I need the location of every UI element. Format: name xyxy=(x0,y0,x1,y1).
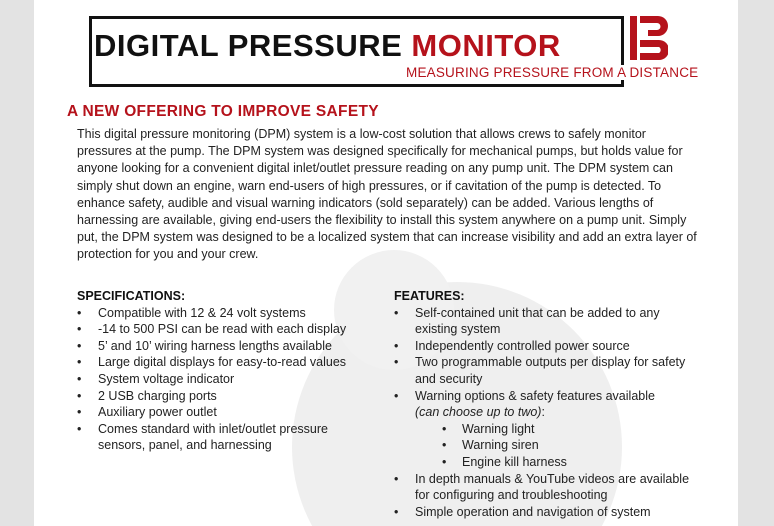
intro-paragraph: This digital pressure monitoring (DPM) system is a low-cost solution that allows crews to safely monitor pressures at the pump. The DPM system was designed specifically for mechanical pumps, but holds value for anyone looking for a convenient digital inlet/outlet pressure reading on any pump unit. The DPM system can simply shut down an engine, warn end-users of high pressures, or if cavitation of the pump is detected. To enhance safety, audible and visual warning indicators (sold separately) can be added. Various lengths of harnessing are available, giving end-users the flexibility to install this system anywhere on a pump unit. Simply put, the DPM system was designed to be a localized system that can increase visibility and add an extra layer of protection for you and your crew. xyxy=(77,127,697,262)
brand-logo-icon xyxy=(630,16,668,60)
list-item: • Self-contained unit that can be added to any existing system xyxy=(394,305,694,338)
list-item: • In depth manuals & YouTube videos are available for configuring and troubleshooting xyxy=(394,471,694,504)
list-item: • Simple operation and navigation of system xyxy=(394,504,694,521)
specifications-column xyxy=(77,288,377,454)
list-item-warning-options xyxy=(394,388,694,471)
features-heading: FEATURES: xyxy=(394,289,465,303)
list-item: • Compatible with 12 & 24 volt systems xyxy=(77,305,377,322)
warning-item-suffix: : xyxy=(541,405,545,420)
warning-item-note: (can choose up to two) xyxy=(415,405,542,420)
list-item: • Large digital displays for easy-to-read values xyxy=(77,354,377,371)
warning-sublist xyxy=(415,421,694,471)
list-item: • System voltage indicator xyxy=(77,371,377,388)
list-item: • 5’ and 10’ wiring harness lengths available xyxy=(77,338,377,355)
features-list xyxy=(394,305,694,521)
page-title xyxy=(94,28,561,64)
list-item: • Auxiliary power outlet xyxy=(77,404,377,421)
list-item: • Comes standard with inlet/outlet pressure sensors, panel, and harnessing xyxy=(77,421,377,454)
title-main: DIGITAL PRESSURE xyxy=(94,28,412,63)
sublist-item: • Engine kill harness xyxy=(436,454,694,471)
warning-item-text: Warning options & safety features available xyxy=(415,388,655,403)
list-item: • Independently controlled power source xyxy=(394,338,694,355)
specifications-heading: SPECIFICATIONS: xyxy=(77,289,186,303)
list-item: • 2 USB charging ports xyxy=(77,388,377,405)
list-item: • -14 to 500 PSI can be read with each display xyxy=(77,321,377,338)
sublist-item: • Warning light xyxy=(436,421,694,438)
sublist-item: • Warning siren xyxy=(436,437,694,454)
features-column xyxy=(394,288,694,520)
specifications-list xyxy=(77,305,377,454)
section-heading: A NEW OFFERING TO IMPROVE SAFETY xyxy=(67,103,379,120)
subtitle: MEASURING PRESSURE FROM A DISTANCE xyxy=(406,65,699,80)
list-item: • Two programmable outputs per display for safety and security xyxy=(394,354,694,387)
document-page xyxy=(34,0,738,526)
title-accent: MONITOR xyxy=(411,28,561,63)
